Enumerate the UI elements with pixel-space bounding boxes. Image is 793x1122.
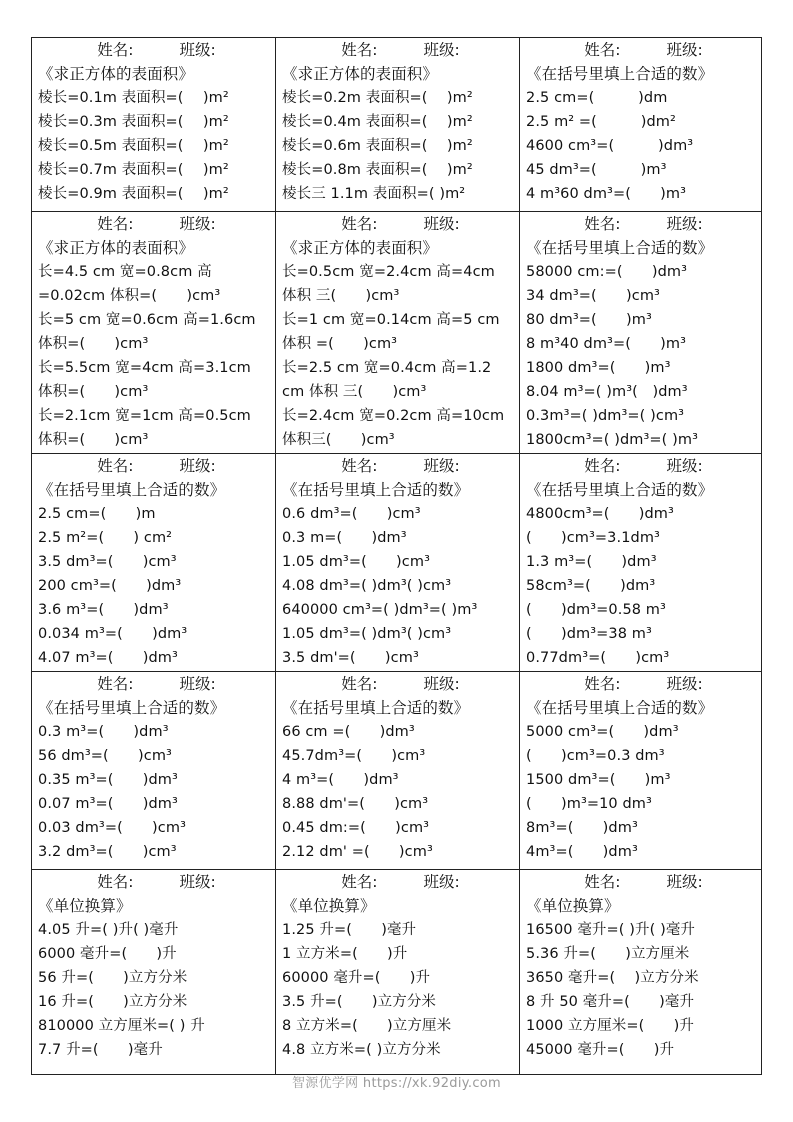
name-class-header	[526, 672, 761, 696]
class-label: 班级:	[666, 215, 703, 233]
exercise-line: 长=0.5cm 宽=2.4cm 高=4cm	[282, 264, 495, 280]
exercise-title: 《单位换算》	[38, 897, 132, 915]
class-label: 班级:	[666, 675, 703, 693]
name-class-header	[526, 212, 761, 236]
exercise-line: 5.36 升=( )立方厘米	[526, 946, 690, 962]
exercise-line: 4.8 立方米=( )立方分米	[282, 1042, 441, 1058]
name-label: 姓名:	[584, 873, 621, 891]
exercise-line: 3650 毫升=( )立方分米	[526, 970, 699, 986]
exercise-line: 2.5 cm=( )m	[38, 506, 156, 522]
exercise-title: 《在括号里填上合适的数》	[526, 481, 714, 499]
worksheet-grid	[32, 38, 761, 1074]
exercise-line: 体积三( )cm³	[282, 432, 395, 448]
exercise-line: 棱长=0.8m 表面积=( )m²	[282, 162, 473, 178]
exercise-line: 0.3 m=( )dm³	[282, 530, 407, 546]
exercise-line: 棱长=0.5m 表面积=( )m²	[38, 138, 229, 154]
exercise-cell	[276, 672, 520, 870]
exercise-line: 16500 毫升=( )升( )毫升	[526, 922, 696, 938]
name-class-header	[282, 454, 519, 478]
name-label: 姓名:	[341, 873, 378, 891]
exercise-title: 《在括号里填上合适的数》	[526, 699, 714, 717]
exercise-line: 6000 毫升=( )升	[38, 946, 177, 962]
exercise-line: 体积=( )cm³	[38, 432, 149, 448]
exercise-cell	[32, 870, 276, 1074]
exercise-line: 4 m³=( )dm³	[282, 772, 399, 788]
name-label: 姓名:	[97, 457, 134, 475]
exercise-line: 56 dm³=( )cm³	[38, 748, 172, 764]
exercise-line: 4m³=( )dm³	[526, 844, 638, 860]
exercise-line: 1800 dm³=( )m³	[526, 360, 671, 376]
exercise-line: 80 dm³=( )m³	[526, 312, 652, 328]
exercise-title: 《求正方体的表面积》	[282, 239, 439, 257]
name-label: 姓名:	[97, 215, 134, 233]
exercise-line: 1.3 m³=( )dm³	[526, 554, 657, 570]
name-label: 姓名:	[341, 457, 378, 475]
exercise-line: 8m³=( )dm³	[526, 820, 638, 836]
exercise-cell	[32, 212, 276, 454]
exercise-line: 3.5 dm'=( )cm³	[282, 650, 419, 666]
exercise-line: 4.07 m³=( )dm³	[38, 650, 178, 666]
exercise-line: 4800cm³=( )dm³	[526, 506, 674, 522]
exercise-line: 810000 立方厘米=( ) 升	[38, 1018, 205, 1034]
class-label: 班级:	[666, 457, 703, 475]
exercise-line: 长=5.5cm 宽=4cm 高=3.1cm	[38, 360, 251, 376]
exercise-line: 8 立方米=( )立方厘米	[282, 1018, 452, 1034]
class-label: 班级:	[179, 675, 216, 693]
exercise-title: 《在括号里填上合适的数》	[38, 481, 226, 499]
exercise-cell	[520, 672, 761, 870]
class-label: 班级:	[179, 41, 216, 59]
exercise-line: 棱长=0.4m 表面积=( )m²	[282, 114, 473, 130]
exercise-line: 34 dm³=( )cm³	[526, 288, 660, 304]
exercise-line: 2.5 cm=( )dm	[526, 90, 668, 106]
class-label: 班级:	[179, 215, 216, 233]
exercise-title: 《求正方体的表面积》	[38, 239, 195, 257]
exercise-line: 长=4.5 cm 宽=0.8cm 高	[38, 264, 212, 280]
exercise-line: 0.3 m³=( )dm³	[38, 724, 169, 740]
class-label: 班级:	[423, 457, 460, 475]
name-class-header	[38, 454, 275, 478]
exercise-title: 《在括号里填上合适的数》	[282, 699, 470, 717]
exercise-title: 《在括号里填上合适的数》	[282, 481, 470, 499]
exercise-line: cm 体积 三( )cm³	[282, 384, 427, 400]
exercise-line: 640000 cm³=( )dm³=( )m³	[282, 602, 478, 618]
exercise-line: 1.25 升=( )毫升	[282, 922, 417, 938]
name-class-header	[282, 870, 519, 894]
exercise-line: 1500 dm³=( )m³	[526, 772, 671, 788]
class-label: 班级:	[423, 41, 460, 59]
exercise-title: 《求正方体的表面积》	[38, 65, 195, 83]
exercise-cell	[276, 454, 520, 672]
exercise-line: 长=1 cm 宽=0.14cm 高=5 cm	[282, 312, 500, 328]
exercise-line: 1.05 dm³=( )dm³( )cm³	[282, 626, 452, 642]
exercise-line: 体积=( )cm³	[38, 384, 149, 400]
name-class-header	[38, 38, 275, 62]
exercise-line: 58cm³=( )dm³	[526, 578, 656, 594]
exercise-line: 4.05 升=( )升( )毫升	[38, 922, 179, 938]
exercise-line: 2.12 dm' =( )cm³	[282, 844, 433, 860]
name-class-header	[38, 212, 275, 236]
name-class-header	[282, 672, 519, 696]
class-label: 班级:	[423, 873, 460, 891]
name-label: 姓名:	[97, 41, 134, 59]
exercise-title: 《单位换算》	[282, 897, 376, 915]
exercise-line: 0.35 m³=( )dm³	[38, 772, 178, 788]
name-label: 姓名:	[584, 457, 621, 475]
name-label: 姓名:	[584, 675, 621, 693]
exercise-line: 0.03 dm³=( )cm³	[38, 820, 187, 836]
exercise-cell	[32, 454, 276, 672]
exercise-line: ( )m³=10 dm³	[526, 796, 652, 812]
exercise-title: 《单位换算》	[526, 897, 620, 915]
exercise-line: 0.034 m³=( )dm³	[38, 626, 188, 642]
exercise-line: 棱长=0.6m 表面积=( )m²	[282, 138, 473, 154]
exercise-line: 3.5 dm³=( )cm³	[38, 554, 177, 570]
exercise-line: 棱长三 1.1m 表面积=( )m²	[282, 186, 466, 202]
exercise-line: 7.7 升=( )毫升	[38, 1042, 163, 1058]
name-class-header	[38, 672, 275, 696]
exercise-cell	[32, 672, 276, 870]
exercise-cell	[520, 454, 761, 672]
exercise-cell	[520, 870, 761, 1074]
exercise-line: 长=2.4cm 宽=0.2cm 高=10cm	[282, 408, 505, 424]
exercise-line: 4 m³60 dm³=( )m³	[526, 186, 687, 202]
exercise-line: 体积=( )cm³	[38, 336, 149, 352]
exercise-line: 1000 立方厘米=( )升	[526, 1018, 694, 1034]
exercise-line: 66 cm =( )dm³	[282, 724, 415, 740]
name-label: 姓名:	[584, 215, 621, 233]
exercise-line: 3.5 升=( )立方分米	[282, 994, 437, 1010]
class-label: 班级:	[666, 41, 703, 59]
name-label: 姓名:	[97, 675, 134, 693]
exercise-cell	[520, 38, 761, 212]
name-label: 姓名:	[584, 41, 621, 59]
class-label: 班级:	[423, 215, 460, 233]
exercise-line: 体积 =( )cm³	[282, 336, 398, 352]
exercise-line: 16 升=( )立方分米	[38, 994, 188, 1010]
name-class-header	[38, 870, 275, 894]
exercise-line: 8 m³40 dm³=( )m³	[526, 336, 687, 352]
exercise-line: 58000 cm:=( )dm³	[526, 264, 688, 280]
exercise-line: 棱长=0.3m 表面积=( )m²	[38, 114, 229, 130]
exercise-line: 3.2 dm³=( )cm³	[38, 844, 177, 860]
exercise-line: ( )cm³=0.3 dm³	[526, 748, 665, 764]
exercise-line: 棱长=0.9m 表面积=( )m²	[38, 186, 229, 202]
exercise-line: 4.08 dm³=( )dm³( )cm³	[282, 578, 452, 594]
exercise-line: 45 dm³=( )m³	[526, 162, 667, 178]
exercise-line: 3.6 m³=( )dm³	[38, 602, 169, 618]
class-label: 班级:	[179, 873, 216, 891]
class-label: 班级:	[423, 675, 460, 693]
name-class-header	[282, 38, 519, 62]
exercise-line: 长=2.1cm 宽=1cm 高=0.5cm	[38, 408, 251, 424]
exercise-line: 200 cm³=( )dm³	[38, 578, 182, 594]
class-label: 班级:	[666, 873, 703, 891]
exercise-line: 8.04 m³=( )m³( )dm³	[526, 384, 688, 400]
name-label: 姓名:	[97, 873, 134, 891]
exercise-line: 2.5 m² =( )dm²	[526, 114, 676, 130]
exercise-line: 棱长=0.2m 表面积=( )m²	[282, 90, 473, 106]
exercise-line: 0.77dm³=( )cm³	[526, 650, 670, 666]
exercise-line: 1.05 dm³=( )cm³	[282, 554, 431, 570]
exercise-title: 《在括号里填上合适的数》	[38, 699, 226, 717]
name-class-header	[526, 870, 761, 894]
exercise-title: 《在括号里填上合适的数》	[526, 239, 714, 257]
exercise-line: 0.07 m³=( )dm³	[38, 796, 178, 812]
exercise-line: 0.6 dm³=( )cm³	[282, 506, 421, 522]
exercise-line: 0.45 dm:=( )cm³	[282, 820, 430, 836]
exercise-line: 8.88 dm'=( )cm³	[282, 796, 429, 812]
exercise-cell	[32, 38, 276, 212]
footer-watermark: 智源优学网 https://xk.92diy.com	[291, 1076, 502, 1091]
exercise-line: 60000 毫升=( )升	[282, 970, 431, 986]
exercise-line: 45000 毫升=( )升	[526, 1042, 675, 1058]
name-label: 姓名:	[341, 215, 378, 233]
exercise-line: 5000 cm³=( )dm³	[526, 724, 679, 740]
exercise-line: 棱长=0.1m 表面积=( )m²	[38, 90, 229, 106]
exercise-line: 体积 三( )cm³	[282, 288, 400, 304]
exercise-line: ( )cm³=3.1dm³	[526, 530, 660, 546]
worksheet-table	[31, 37, 762, 1075]
name-class-header	[526, 454, 761, 478]
exercise-line: 2.5 m²=( ) cm²	[38, 530, 173, 546]
name-label: 姓名:	[341, 675, 378, 693]
exercise-cell	[276, 870, 520, 1074]
exercise-cell	[276, 38, 520, 212]
class-label: 班级:	[179, 457, 216, 475]
name-class-header	[526, 38, 761, 62]
exercise-line: 56 升=( )立方分米	[38, 970, 188, 986]
exercise-line: 1 立方米=( )升	[282, 946, 408, 962]
exercise-cell	[276, 212, 520, 454]
name-class-header	[282, 212, 519, 236]
exercise-line: 长=2.5 cm 宽=0.4cm 高=1.2	[282, 360, 492, 376]
exercise-cell	[520, 212, 761, 454]
exercise-line: 0.3m³=( )dm³=( )cm³	[526, 408, 685, 424]
exercise-line: ( )dm³=0.58 m³	[526, 602, 666, 618]
exercise-line: 45.7dm³=( )cm³	[282, 748, 426, 764]
exercise-line: =0.02cm 体积=( )cm³	[38, 288, 221, 304]
exercise-title: 《在括号里填上合适的数》	[526, 65, 714, 83]
exercise-line: 8 升 50 毫升=( )毫升	[526, 994, 695, 1010]
exercise-line: 1800cm³=( )dm³=( )m³	[526, 432, 699, 448]
name-label: 姓名:	[341, 41, 378, 59]
exercise-title: 《求正方体的表面积》	[282, 65, 439, 83]
exercise-line: 棱长=0.7m 表面积=( )m²	[38, 162, 229, 178]
exercise-line: 4600 cm³=( )dm³	[526, 138, 694, 154]
exercise-line: ( )dm³=38 m³	[526, 626, 652, 642]
exercise-line: 长=5 cm 宽=0.6cm 高=1.6cm	[38, 312, 256, 328]
